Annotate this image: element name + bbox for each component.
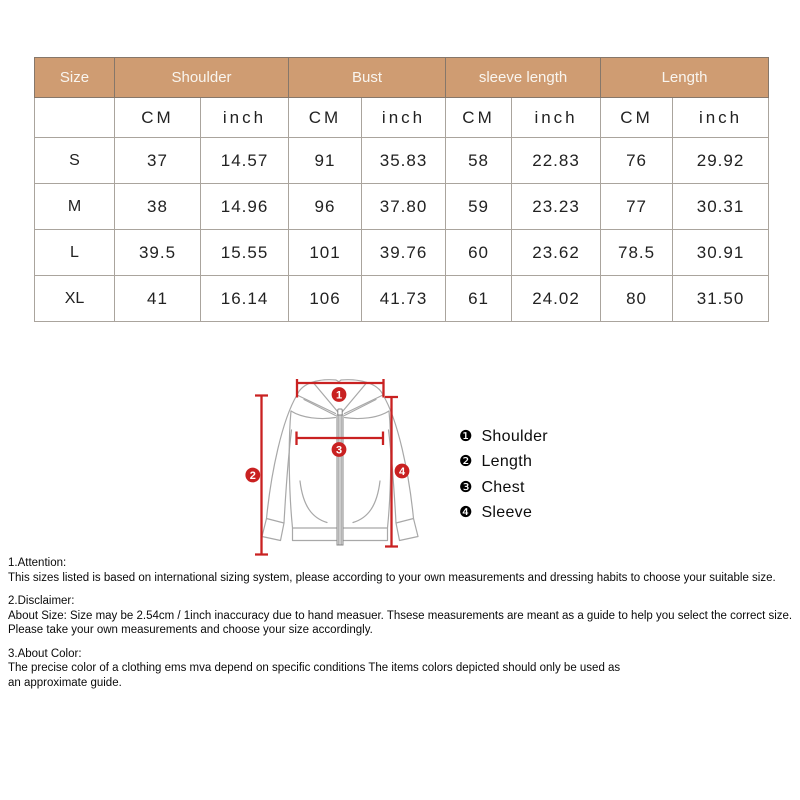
measure-cell: 16.14 xyxy=(201,276,289,322)
note-text: an approximate guide. xyxy=(8,676,122,689)
measure-cell: 58 xyxy=(446,138,512,184)
callout-badge-chest xyxy=(332,442,347,457)
measure-cell: 77 xyxy=(601,184,673,230)
svg-text:1: 1 xyxy=(335,389,343,402)
column-header-size: Size xyxy=(35,58,115,98)
unit-cell-empty xyxy=(35,98,115,138)
diagram-legend xyxy=(459,428,548,529)
svg-text:4: 4 xyxy=(398,465,406,478)
unit-cell: CM xyxy=(289,98,362,138)
measure-cell: 60 xyxy=(446,230,512,276)
unit-cell: CM xyxy=(446,98,512,138)
measure-cell: 29.92 xyxy=(673,138,769,184)
note-section-about-color xyxy=(8,647,796,691)
measure-cell: 59 xyxy=(446,184,512,230)
column-header-sleeve-length: sleeve length xyxy=(446,58,601,98)
legend-label: Shoulder xyxy=(481,428,548,445)
measure-cell: 31.50 xyxy=(673,276,769,322)
measure-cell: 76 xyxy=(601,138,673,184)
measure-cell: 14.96 xyxy=(201,184,289,230)
measure-cell: 101 xyxy=(289,230,362,276)
measure-cell: 39.5 xyxy=(115,230,201,276)
measure-cell: 106 xyxy=(289,276,362,322)
note-heading: 2.Disclaimer: xyxy=(8,595,75,607)
zipper-icon xyxy=(337,415,343,545)
circled-4-icon: ❹ xyxy=(459,503,473,521)
unit-row xyxy=(35,98,769,138)
callout-badge-length xyxy=(245,468,260,483)
callout-badge-sleeve xyxy=(395,464,410,479)
table-row-m xyxy=(35,184,769,230)
measure-cell: 22.83 xyxy=(512,138,601,184)
legend-item-shoulder xyxy=(459,428,548,445)
measure-cell: 38 xyxy=(115,184,201,230)
circled-2-icon: ❷ xyxy=(459,453,473,471)
measure-cell: 78.5 xyxy=(601,230,673,276)
column-header-bust: Bust xyxy=(289,58,446,98)
unit-cell: inch xyxy=(673,98,769,138)
callout-badge-shoulder xyxy=(332,387,347,402)
size-label: L xyxy=(35,230,115,276)
size-label: M xyxy=(35,184,115,230)
note-section-disclaimer xyxy=(8,594,796,638)
measure-cell: 61 xyxy=(446,276,512,322)
note-text: About Size: Size may be 2.54cm / 1inch inaccuracy due to hand measuer. Thsese measurements are meant as a guide to help you select the correct size. xyxy=(8,609,793,622)
measure-cell: 37.80 xyxy=(362,184,446,230)
size-chart-table xyxy=(34,57,769,322)
svg-text:2: 2 xyxy=(249,469,256,482)
legend-item-sleeve xyxy=(459,504,548,521)
circled-1-icon: ❶ xyxy=(459,428,473,445)
svg-text:3: 3 xyxy=(335,444,343,457)
measure-cell: 35.83 xyxy=(362,138,446,184)
note-text: Please take your own measurements and choose your size accordingly. xyxy=(8,624,373,636)
measure-cell: 80 xyxy=(601,276,673,322)
measure-cell: 41 xyxy=(115,276,201,322)
measure-cell: 30.31 xyxy=(673,184,769,230)
measure-cell: 23.62 xyxy=(512,230,601,276)
notes-block xyxy=(8,556,796,699)
measure-cell: 37 xyxy=(115,138,201,184)
jacket-sketch-icon xyxy=(262,380,418,545)
note-section-attention xyxy=(8,556,796,585)
legend-label: Chest xyxy=(481,478,525,496)
measure-cell: 15.55 xyxy=(201,230,289,276)
unit-cell: inch xyxy=(512,98,601,138)
table-row-s xyxy=(35,138,769,184)
measure-cell: 96 xyxy=(289,184,362,230)
table-row-xl xyxy=(35,276,769,322)
size-label: S xyxy=(35,138,115,184)
unit-cell: inch xyxy=(362,98,446,138)
note-heading: 3.About Color: xyxy=(8,647,82,660)
column-header-length: Length xyxy=(601,58,769,98)
unit-cell: inch xyxy=(201,98,289,138)
table-row-l xyxy=(35,230,769,276)
measure-cell: 23.23 xyxy=(512,184,601,230)
legend-label: Length xyxy=(481,453,533,471)
size-label: XL xyxy=(35,276,115,322)
measure-cell: 41.73 xyxy=(362,276,446,322)
note-heading: 1.Attention: xyxy=(8,557,67,569)
measure-cell: 30.91 xyxy=(673,230,769,276)
legend-label: Sleeve xyxy=(481,503,533,521)
legend-item-chest xyxy=(459,479,548,496)
measure-cell: 24.02 xyxy=(512,276,601,322)
unit-cell: CM xyxy=(115,98,201,138)
note-text: The precise color of a clothing ems mva depend on specific conditions The items colors depicted should only be used as xyxy=(8,662,621,674)
measure-cell: 39.76 xyxy=(362,230,446,276)
unit-cell: CM xyxy=(601,98,673,138)
legend-item-length xyxy=(459,453,548,470)
column-header-shoulder: Shoulder xyxy=(115,58,289,98)
circled-3-icon: ❸ xyxy=(459,478,473,496)
header-group-row xyxy=(35,58,769,98)
measure-cell: 14.57 xyxy=(201,138,289,184)
note-text: This sizes listed is based on international sizing system, please according to your own measurements and dressing habits to choose your suitable size. xyxy=(8,571,776,584)
measure-cell: 91 xyxy=(289,138,362,184)
